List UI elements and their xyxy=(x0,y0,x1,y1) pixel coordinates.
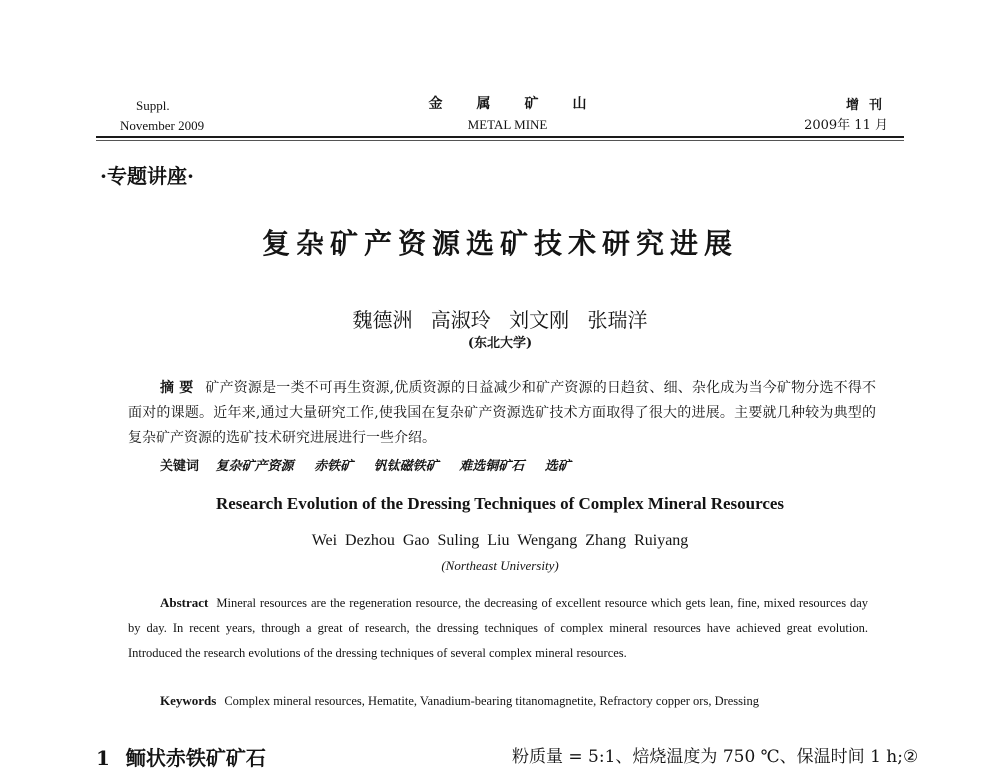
journal-name xyxy=(400,93,621,133)
running-header-left xyxy=(120,96,204,136)
supplement-label-cn: 增刊 xyxy=(845,98,892,113)
keyword-cn: 钒钛磁铁矿 xyxy=(373,459,439,474)
header-rule-thin xyxy=(96,140,904,141)
body-text-column-2: 粉质量 = 5:1、焙烧温度为 750 ℃、保温时间 1 h;② xyxy=(512,747,919,767)
issue-date-cn: 2009年 11 月 xyxy=(804,118,888,133)
keywords-en-text: Complex mineral resources, Hematite, Vanadium-bearing titanomagnetite, Refractory copper ors, Dressing xyxy=(224,694,760,708)
keyword-cn: 难选铜矿石 xyxy=(459,459,525,474)
supplement-label: Suppl. xyxy=(136,98,170,113)
affiliation-en: (Northeast University) xyxy=(441,558,559,573)
section-title: 鲕状赤铁矿矿石 xyxy=(125,746,266,770)
abstract-en-text: Mineral resources are the regeneration resource, the decreasing of excellent resource which gets lean, fine, mixed resources day by day. In recent years, through a great of research, the dressing techniques of complex mineral resources have achieved great evolution. Introduced the research evolutions of the dressing techniques of several complex mineral resources. xyxy=(128,596,868,660)
keywords-en-label: Keywords xyxy=(160,693,217,708)
abstract-en-label: Abstract xyxy=(160,595,209,610)
keyword-cn: 赤铁矿 xyxy=(314,459,354,474)
abstract-en xyxy=(128,590,868,666)
issue-date-en: November 2009 xyxy=(120,118,205,133)
paper-title-en: Research Evolution of the Dressing Techniques of Complex Mineral Resources xyxy=(215,494,785,513)
column-label: ·专题讲座· xyxy=(100,164,194,188)
keyword-cn: 选矿 xyxy=(544,459,571,474)
journal-name-en: METAL MINE xyxy=(467,117,548,132)
authors-cn: 魏德洲 高淑玲 刘文刚 张瑞洋 xyxy=(352,308,648,332)
abstract-cn xyxy=(128,376,876,451)
abstract-cn-text: 矿产资源是一类不可再生资源,优质资源的日益减少和矿产资源的日趋贫、细、杂化成为当今矿物分选不得不面对的课题。近年来,通过大量研究工作,使我国在复杂矿产资源选矿技术方面取得了很大的进展。主要就几种较为典型的复杂矿产资源的选矿技术研究进展进行一些介绍。 xyxy=(128,380,877,446)
abstract-cn-label: 摘 要 xyxy=(160,380,194,396)
authors-en: Wei Dezhou Gao Suling Liu Wengang Zhang Ruiyang xyxy=(311,532,689,549)
header-rule xyxy=(96,136,904,138)
section-1-heading xyxy=(96,742,266,771)
keywords-cn xyxy=(160,455,587,474)
keyword-cn: 复杂矿产资源 xyxy=(215,459,294,474)
paper-title-cn: 复杂矿产资源选矿技术研究进展 xyxy=(261,227,738,260)
affiliation-cn: (东北大学) xyxy=(467,336,533,351)
keywords-en xyxy=(160,693,759,709)
section-number: 1 xyxy=(96,746,110,770)
keywords-cn-label: 关键词 xyxy=(160,459,200,474)
journal-name-cn: 金属矿山 xyxy=(428,96,621,112)
running-header-right xyxy=(804,96,892,136)
